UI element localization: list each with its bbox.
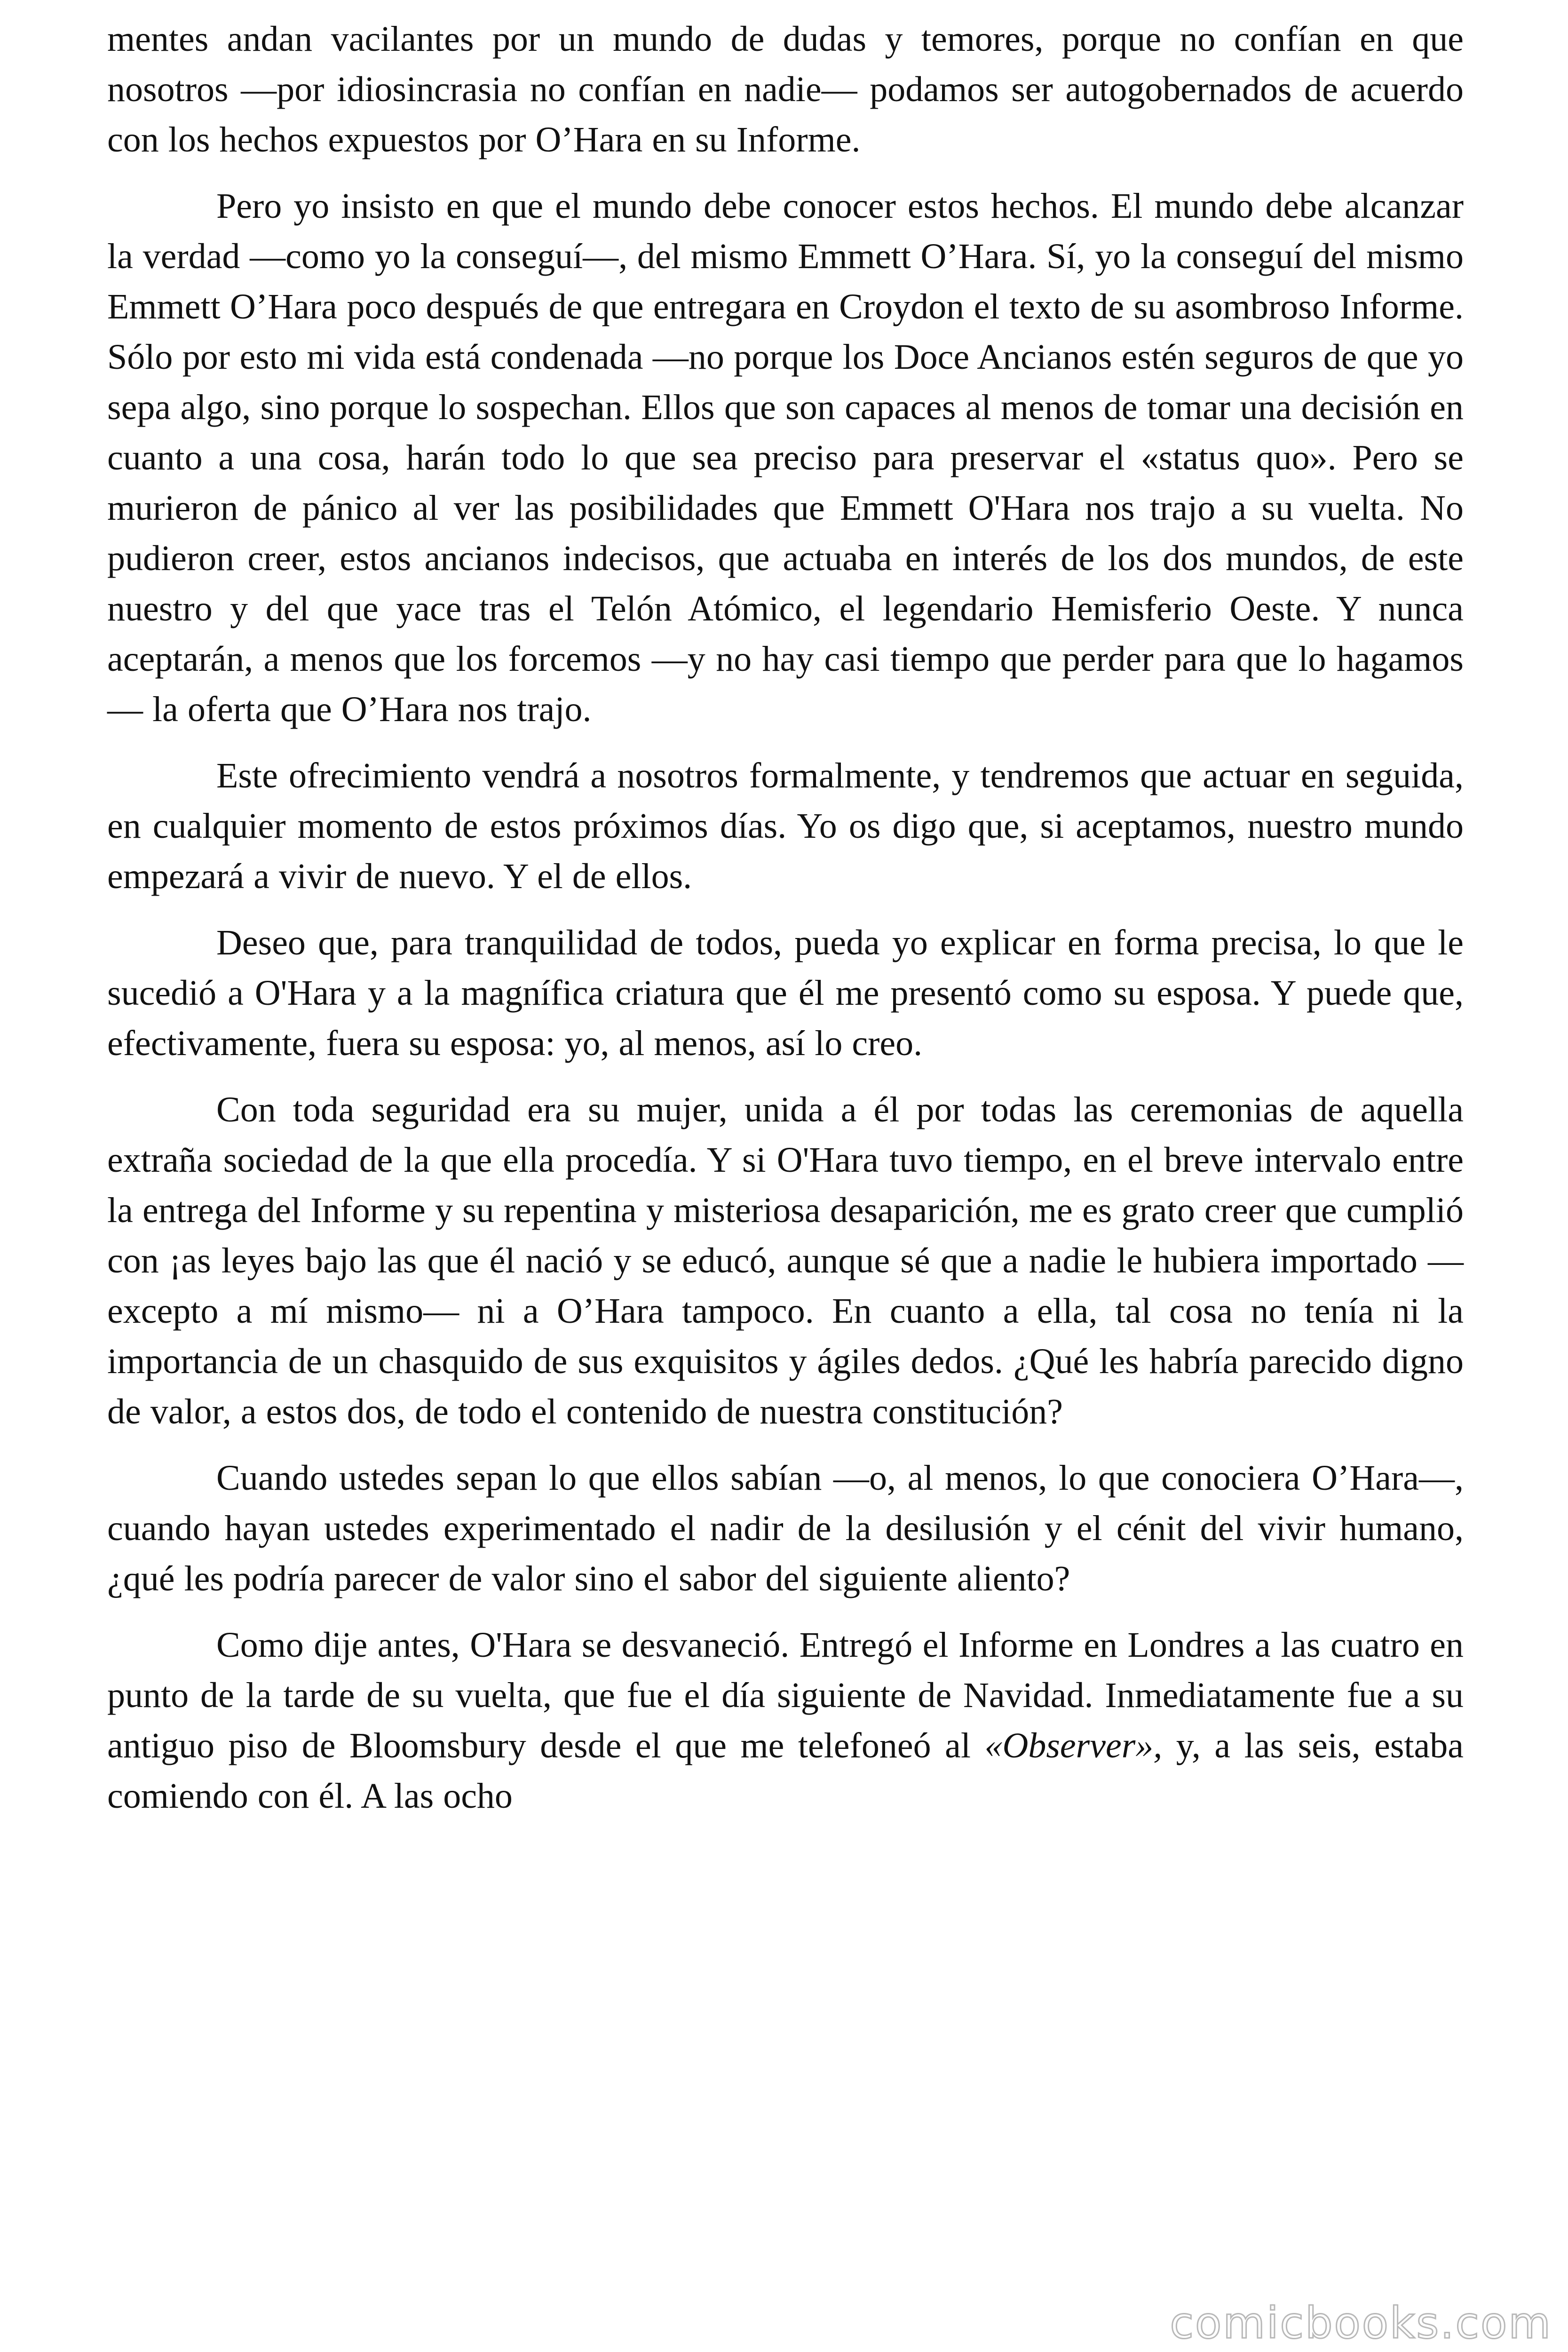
paragraph-1-text: mentes andan vacilantes por un mundo de dudas y temores, porque no confían en que nosotros —por idiosincrasia no confían en nadie— podamos ser autogobernados de acuerdo con los hechos expuestos por O’Hara en su Informe.: [107, 19, 1464, 159]
paragraph-7-text-a: Como dije antes, O'Hara se desvaneció. Entregó el Informe en Londres a las cuatro en punto de la tarde de su vuelta, que fue el día siguiente de Navidad. Inmediatamente fue a su antiguo piso de Bloomsbury desde el que me telefoneó al: [107, 1625, 1464, 1765]
paragraph-7-newspaper-title: «Observer»,: [984, 1726, 1163, 1765]
paragraph-3-text: Este ofrecimiento vendrá a nosotros formalmente, y tendremos que actuar en seguida, en cualquier momento de estos próximos días. Yo os digo que, si aceptamos, nuestro mundo empezará a vivir de nuevo. Y el de ellos.: [107, 756, 1464, 896]
paragraph-7: [107, 1620, 1464, 1821]
paragraph-4-text: Deseo que, para tranquilidad de todos, pueda yo explicar en forma precisa, lo que le sucedió a O'Hara y a la magnífica criatura que él me presentó como su esposa. Y puede que, efectivamente, fuera su esposa: yo, al menos, así lo creo.: [107, 923, 1464, 1063]
paragraph-7-text-b: y, a las seis, estaba comiendo con él. A las ocho: [107, 1726, 1464, 1816]
watermark: comicbooks.com: [1170, 2298, 1552, 2348]
paragraph-3: [107, 751, 1464, 902]
paragraph-4: [107, 918, 1464, 1069]
paragraph-6-text: Cuando ustedes sepan lo que ellos sabían —o, al menos, lo que conociera O’Hara—, cuando hayan ustedes experimentado el nadir de la desilusión y el cénit del vivir humano, ¿qué les podría parecer de valor sino el sabor del siguiente aliento?: [107, 1458, 1464, 1598]
paragraph-2-text: Pero yo insisto en que el mundo debe conocer estos hechos. El mundo debe alcanzar la verdad —como yo la conseguí—, del mismo Emmett O’Hara. Sí, yo la conseguí del mismo Emmett O’Hara poco después de que entregara en Croydon el texto de su asombroso Informe. Sólo por esto mi vida está condenada —no porque los Doce Ancianos estén seguros de que yo sepa algo, sino porque lo sospechan. Ellos que son capaces al menos de tomar una decisión en cuanto a una cosa, harán todo lo que sea preciso para preservar el «status quo». Pero se murieron de pánico al ver las posibilidades que Emmett O'Hara nos trajo a su vuelta. No pudieron creer, estos ancianos indecisos, que actuaba en interés de los dos mundos, de este nuestro y del que yace tras el Telón Atómico, el legendario Hemisferio Oeste. Y nunca aceptarán, a menos que los forcemos —y no hay casi tiempo que perder para que lo hagamos— la oferta que O’Hara nos trajo.: [107, 186, 1464, 729]
paragraph-6: [107, 1453, 1464, 1604]
paragraph-2: [107, 181, 1464, 735]
paragraph-1: [107, 14, 1464, 165]
body-text: [107, 14, 1464, 1837]
paragraph-5-text: Con toda seguridad era su mujer, unida a él por todas las ceremonias de aquella extraña sociedad de la que ella procedía. Y si O'Hara tuvo tiempo, en el breve intervalo entre la entrega del Informe y su repentina y misteriosa desaparición, me es grato creer que cumplió con ¡as leyes bajo las que él nació y se educó, aunque sé que a nadie le hubiera importado —excepto a mí mismo— ni a O’Hara tampoco. En cuanto a ella, tal cosa no tenía ni la importancia de un chasquido de sus exquisitos y ágiles dedos. ¿Qué les habría parecido digno de valor, a estos dos, de todo el contenido de nuestra constitución?: [107, 1090, 1464, 1431]
paragraph-5: [107, 1085, 1464, 1437]
